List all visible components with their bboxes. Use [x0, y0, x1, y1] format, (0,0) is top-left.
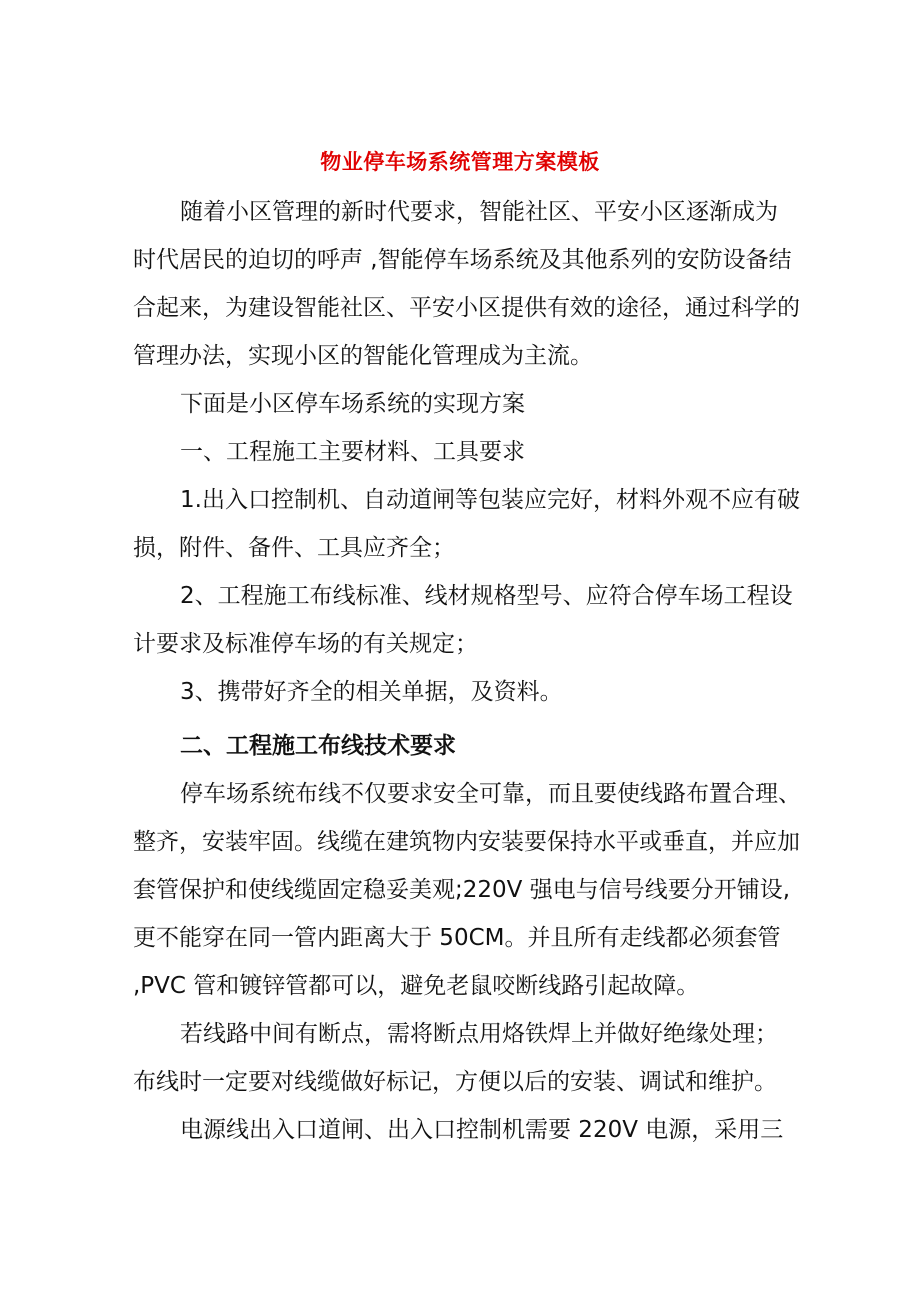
list-item-line: 1.出入口控制机、自动道闸等包装应完好，材料外观不应有破	[180, 487, 800, 513]
paragraph-line: 若线路中间有断点，需将断点用烙铁焊上并做好绝缘处理；	[180, 1021, 778, 1047]
paragraph-line: 随着小区管理的新时代要求，智能社区、平安小区逐渐成为	[180, 199, 778, 225]
document-title: 物业停车场系统管理方案模板	[320, 150, 600, 174]
section-heading: 二、工程施工布线技术要求	[180, 733, 456, 759]
list-item-line: 3、携带好齐全的相关单据，及资料。	[180, 679, 563, 705]
paragraph-line: 更不能穿在同一管内距离大于 50CM。并且所有走线都必须套管	[133, 925, 781, 951]
paragraph-line: ,PVC 管和镀锌管都可以，避免老鼠咬断线路引起故障。	[133, 973, 700, 999]
paragraph-line: 布线时一定要对线缆做好标记，方便以后的安装、调试和维护。	[133, 1069, 777, 1095]
paragraph-line: 电源线出入口道闸、出入口控制机需要 220V 电源，采用三	[180, 1117, 784, 1143]
paragraph-line: 管理办法，实现小区的智能化管理成为主流。	[133, 343, 593, 369]
paragraph-line: 整齐，安装牢固。线缆在建筑物内安装要保持水平或垂直，并应加	[133, 829, 800, 855]
paragraph-line: 时代居民的迫切的呼声 ,智能停车场系统及其他系列的安防设备结	[133, 247, 792, 273]
paragraph-line: 停车场系统布线不仅要求安全可靠，而且要使线路布置合理、	[180, 781, 801, 807]
paragraph-line: 套管保护和使线缆固定稳妥美观;220V 强电与信号线要分开铺设,	[133, 877, 791, 903]
paragraph-line: 合起来，为建设智能社区、平安小区提供有效的途径，通过科学的	[133, 295, 800, 321]
list-item-line: 计要求及标准停车场的有关规定；	[133, 631, 478, 657]
list-item-line: 损，附件、备件、工具应齐全；	[133, 535, 455, 561]
list-item-line: 2、工程施工布线标准、线材规格型号、应符合停车场工程设	[180, 583, 793, 609]
paragraph-line: 下面是小区停车场系统的实现方案	[180, 391, 525, 417]
section-heading: 一、工程施工主要材料、工具要求	[180, 439, 525, 465]
